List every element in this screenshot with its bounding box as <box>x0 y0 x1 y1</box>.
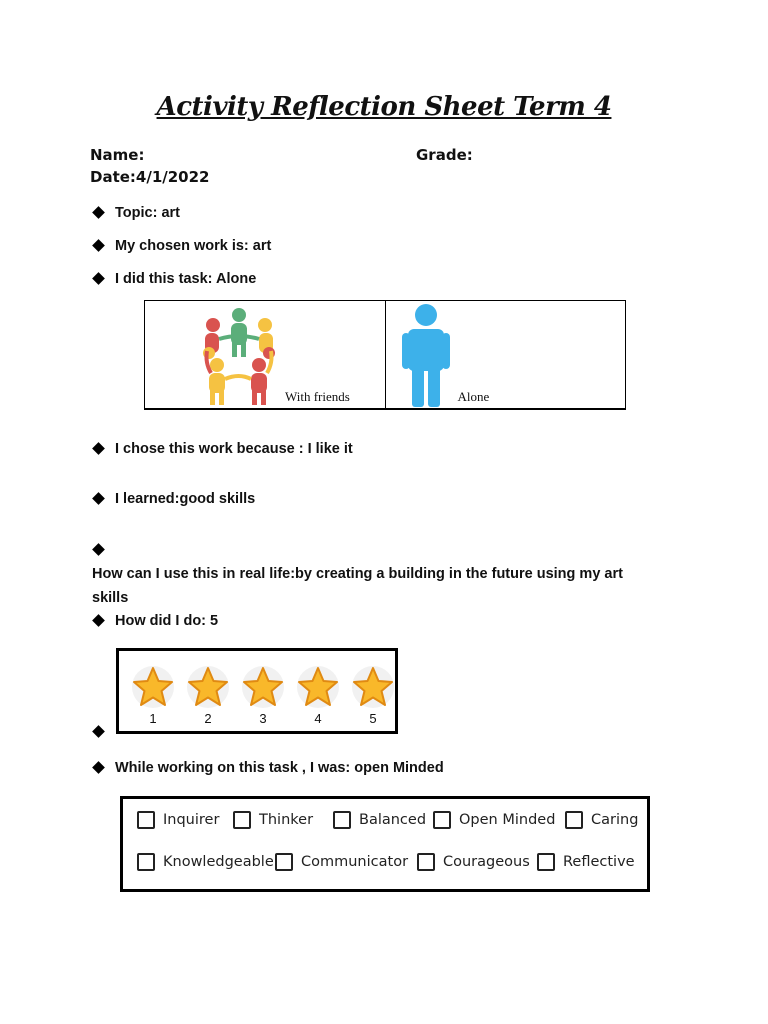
diamond-bullet-icon <box>92 761 105 774</box>
trait-communicator[interactable]: Communicator <box>275 853 408 871</box>
checkbox-icon[interactable] <box>233 811 251 829</box>
diamond-bullet-icon <box>92 272 105 285</box>
bullet-did-task: I did this task: Alone <box>92 267 256 291</box>
people-circle-icon <box>197 303 281 407</box>
trait-reflective[interactable]: Reflective <box>537 853 635 871</box>
diamond-bullet-icon <box>92 543 105 556</box>
date-label: Date:4/1/2022 <box>90 168 210 186</box>
trait-balanced[interactable]: Balanced <box>333 811 426 829</box>
trait-courageous[interactable]: Courageous <box>417 853 530 871</box>
bullet-chose-because: I chose this work because : I like it <box>92 437 353 461</box>
star-number-label: 5 <box>369 711 377 726</box>
trait-knowledgeable[interactable]: Knowledgeable <box>137 853 274 871</box>
diamond-bullet-icon <box>92 442 105 455</box>
trait-thinker[interactable]: Thinker <box>233 811 313 829</box>
checkbox-icon[interactable] <box>565 811 583 829</box>
bullet-real-life: How can I use this in real life:by creating a building in the future using my art skills <box>92 538 652 610</box>
checkbox-icon[interactable] <box>537 853 555 871</box>
alone-cell <box>385 301 626 410</box>
diamond-bullet-icon <box>92 614 105 627</box>
person-icon <box>402 303 450 409</box>
trait-open-minded[interactable]: Open Minded <box>433 811 555 829</box>
star-icon <box>296 665 340 709</box>
bullet-learned: I learned:good skills <box>92 487 255 511</box>
star-number-label: 4 <box>314 711 322 726</box>
bullet-chosen-work: My chosen work is: art <box>92 234 271 258</box>
task-mode-table <box>144 300 626 410</box>
star-icon <box>186 665 230 709</box>
bullet-how-did: How did I do: 5 <box>92 609 218 633</box>
star-icon <box>131 665 175 709</box>
bullet-while-working: While working on this task , I was: open Minded <box>92 756 444 780</box>
alone-label: Alone <box>457 389 490 404</box>
star-number-label: 2 <box>204 711 212 726</box>
trait-caring[interactable]: Caring <box>565 811 638 829</box>
star-number-label: 3 <box>259 711 267 726</box>
star-rating-box <box>116 648 398 734</box>
with-friends-label: With friends <box>285 389 350 404</box>
name-label: Name: <box>90 146 145 164</box>
trait-inquirer[interactable]: Inquirer <box>137 811 219 829</box>
diamond-bullet-icon <box>92 492 105 505</box>
star-number-label: 1 <box>149 711 157 726</box>
learner-traits-box <box>120 796 650 892</box>
star-icon <box>351 665 395 709</box>
checkbox-icon[interactable] <box>333 811 351 829</box>
diamond-bullet-icon <box>92 725 105 738</box>
grade-label: Grade: <box>416 146 473 164</box>
star-icon <box>241 665 285 709</box>
checkbox-icon[interactable] <box>433 811 451 829</box>
with-friends-cell <box>145 301 386 410</box>
bullet-empty <box>92 720 115 744</box>
checkbox-icon[interactable] <box>137 853 155 871</box>
checkbox-icon[interactable] <box>275 853 293 871</box>
checkbox-icon[interactable] <box>417 853 435 871</box>
diamond-bullet-icon <box>92 239 105 252</box>
diamond-bullet-icon <box>92 206 105 219</box>
bullet-topic: Topic: art <box>92 201 180 225</box>
page-title: Activity Reflection Sheet Term 4 <box>156 92 612 122</box>
checkbox-icon[interactable] <box>137 811 155 829</box>
